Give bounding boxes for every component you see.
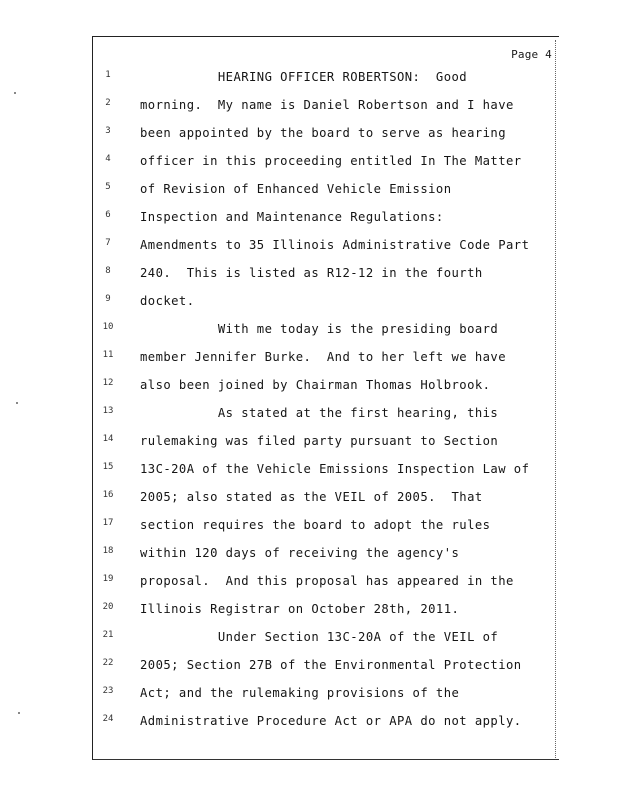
line-text: As stated at the first hearing, this	[140, 406, 499, 420]
line-text: 2005; Section 27B of the Environmental Protection	[140, 658, 522, 672]
line-text: Administrative Procedure Act or APA do not apply.	[140, 714, 522, 728]
line-text: 240. This is listed as R12-12 in the fourth	[140, 266, 483, 280]
line-number: 13	[102, 406, 114, 416]
line-number: 5	[105, 182, 111, 192]
line-text: morning. My name is Daniel Robertson and I have	[140, 98, 514, 112]
line-text: Illinois Registrar on October 28th, 2011.	[140, 602, 460, 616]
line-text: rulemaking was filed party pursuant to Section	[140, 434, 499, 448]
line-text: been appointed by the board to serve as hearing	[140, 126, 507, 140]
line-number: 20	[102, 602, 114, 612]
line-number: 1	[105, 70, 111, 80]
line-number: 2	[105, 98, 111, 108]
page-number: Page 4	[511, 48, 552, 61]
line-number: 16	[102, 490, 114, 500]
scan-speck	[16, 402, 18, 404]
line-text: HEARING OFFICER ROBERTSON: Good	[140, 70, 468, 84]
line-number: 12	[102, 378, 114, 388]
line-number: 3	[105, 126, 111, 136]
line-text: Amendments to 35 Illinois Administrative Code Part	[140, 238, 530, 252]
line-number: 22	[102, 658, 114, 668]
line-text: also been joined by Chairman Thomas Holbrook.	[140, 378, 491, 392]
line-number: 23	[102, 686, 114, 696]
line-number: 17	[102, 518, 114, 528]
line-text: Under Section 13C-20A of the VEIL of	[140, 630, 499, 644]
line-number: 10	[102, 322, 114, 332]
line-text: within 120 days of receiving the agency's	[140, 546, 460, 560]
line-text: of Revision of Enhanced Vehicle Emission	[140, 182, 452, 196]
scan-speck	[18, 712, 20, 714]
line-number: 9	[105, 294, 111, 304]
line-number: 18	[102, 546, 114, 556]
line-number: 6	[105, 210, 111, 220]
line-number: 24	[102, 714, 114, 724]
line-text: section requires the board to adopt the rules	[140, 518, 491, 532]
line-text: Inspection and Maintenance Regulations:	[140, 210, 444, 224]
page-right-edge	[555, 40, 556, 758]
line-text: 2005; also stated as the VEIL of 2005. That	[140, 490, 483, 504]
line-text: member Jennifer Burke. And to her left we have	[140, 350, 507, 364]
line-text: 13C-20A of the Vehicle Emissions Inspection Law of	[140, 462, 530, 476]
line-number: 8	[105, 266, 111, 276]
line-number: 21	[102, 630, 114, 640]
transcript-page-frame	[92, 36, 559, 760]
line-text: Act; and the rulemaking provisions of the	[140, 686, 460, 700]
line-number: 15	[102, 462, 114, 472]
line-text: docket.	[140, 294, 195, 308]
line-text: officer in this proceeding entitled In The Matter	[140, 154, 522, 168]
line-text: With me today is the presiding board	[140, 322, 499, 336]
scan-speck	[14, 92, 16, 94]
line-number: 11	[102, 350, 114, 360]
line-number: 7	[105, 238, 111, 248]
line-number: 14	[102, 434, 114, 444]
line-number: 4	[105, 154, 111, 164]
line-number: 19	[102, 574, 114, 584]
line-text: proposal. And this proposal has appeared in the	[140, 574, 514, 588]
